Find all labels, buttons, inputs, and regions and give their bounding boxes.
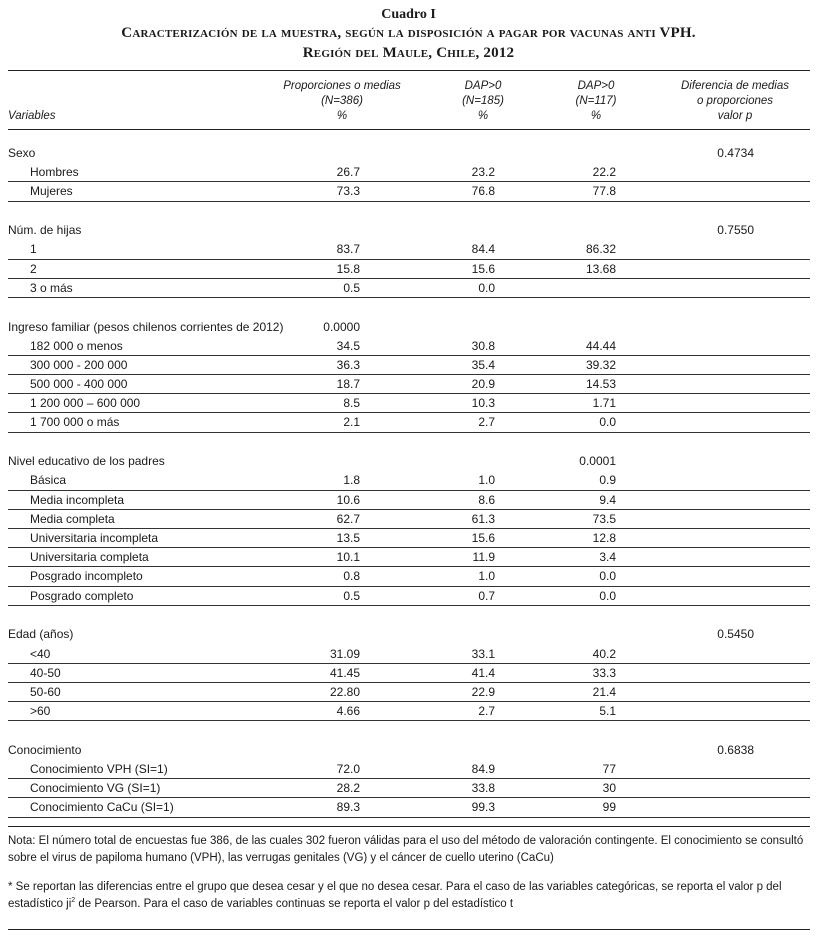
cell-dap-117: 0.0 — [599, 569, 616, 584]
footnote-text-b: de Pearson. Para el caso de variables continuas se reporta el valor p del estadístico t — [75, 898, 514, 910]
cell-total: 36.3 — [336, 357, 360, 372]
cell-total: 8.5 — [343, 396, 360, 411]
section-label: Edad (años) — [8, 627, 74, 642]
header-col3 — [546, 79, 646, 124]
table-row — [8, 182, 810, 201]
cell-dap-117: 22.2 — [592, 165, 616, 180]
section-header — [8, 221, 810, 240]
cell-total: 73.3 — [336, 184, 360, 199]
section-pvalue: 0.6838 — [717, 742, 754, 757]
section-spacer — [8, 606, 810, 626]
table-row — [8, 163, 810, 182]
table-row — [8, 337, 810, 356]
cell-dap-185: 20.9 — [471, 377, 495, 392]
header-rule — [8, 129, 810, 130]
cell-dap-117: 0.0 — [599, 588, 616, 603]
cell-total: 13.5 — [336, 530, 360, 545]
row-label: Conocimiento VPH (SI=1) — [30, 762, 168, 777]
cell-dap-185: 84.4 — [471, 242, 495, 257]
row-label: 1 700 000 o más — [30, 415, 120, 430]
cell-dap-117: 44.44 — [585, 338, 616, 353]
row-label: 500 000 - 400 000 — [30, 377, 128, 392]
row-label: Universitaria completa — [30, 550, 149, 565]
cell-dap-185: 1.0 — [478, 569, 495, 584]
cell-dap-185: 2.7 — [478, 704, 495, 719]
header-col4 — [670, 79, 800, 124]
footnote-superscript: 2 — [71, 897, 76, 905]
cell-total: 83.7 — [336, 242, 360, 257]
cell-dap-185: 0.7 — [478, 588, 495, 603]
table-row — [8, 491, 810, 510]
table-body — [8, 144, 810, 818]
cell-dap-117: 77.8 — [592, 184, 616, 199]
table-row — [8, 471, 810, 490]
header-col2-line2: (N=185) — [462, 95, 504, 107]
end-rule — [8, 929, 810, 930]
section-label: Núm. de hijas — [8, 223, 82, 238]
section-pvalue-col1: 0.0000 — [323, 319, 360, 334]
top-rule — [8, 70, 810, 71]
cell-dap-185: 33.1 — [471, 646, 495, 661]
table-row — [8, 260, 810, 279]
cell-total: 72.0 — [336, 762, 360, 777]
cell-dap-185: 8.6 — [478, 492, 495, 507]
table-row — [8, 760, 810, 779]
header-col3-line2: (N=117) — [575, 95, 617, 107]
table-row — [8, 702, 810, 721]
cell-dap-117: 77 — [602, 762, 616, 777]
cell-dap-117: 1.71 — [592, 396, 616, 411]
header-col2-line3: % — [477, 110, 489, 122]
cell-dap-185: 1.0 — [478, 473, 495, 488]
table-row — [8, 548, 810, 567]
cell-dap-117: 12.8 — [592, 530, 616, 545]
row-label: 50-60 — [30, 684, 61, 699]
cell-total: 18.7 — [336, 377, 360, 392]
row-label: 182 000 o menos — [30, 338, 123, 353]
header-variables: Variables — [8, 110, 56, 122]
section-pvalue: 0.5450 — [717, 627, 754, 642]
cell-total: 1.8 — [343, 473, 360, 488]
section-pvalue: 0.7550 — [717, 223, 754, 238]
cell-total: 31.09 — [329, 646, 360, 661]
section-pvalue-col3: 0.0001 — [579, 454, 616, 469]
cell-dap-117: 14.53 — [585, 377, 616, 392]
table-row — [8, 510, 810, 529]
cell-total: 4.66 — [336, 704, 360, 719]
cell-total: 15.8 — [336, 261, 360, 276]
table-row — [8, 587, 810, 606]
row-label: Hombres — [30, 165, 79, 180]
section-label: Ingreso familiar (pesos chilenos corrientes de 2012) — [8, 319, 284, 334]
row-label: Posgrado incompleto — [30, 569, 143, 584]
row-label: Básica — [30, 473, 67, 488]
cell-dap-185: 61.3 — [471, 511, 495, 526]
section-label: Sexo — [8, 146, 36, 160]
cell-dap-185: 99.3 — [471, 800, 495, 815]
cell-dap-185: 41.4 — [471, 665, 495, 680]
header-col4-line1: Diferencia de medias — [680, 80, 790, 92]
cell-dap-117: 39.32 — [585, 357, 616, 372]
cell-dap-117: 99 — [602, 800, 616, 815]
table-number: Cuadro I — [381, 7, 436, 22]
cell-dap-117: 0.0 — [599, 415, 616, 430]
cell-total: 0.5 — [343, 588, 360, 603]
cell-total: 10.6 — [336, 492, 360, 507]
cell-dap-117: 30 — [602, 781, 616, 796]
cell-dap-117: 3.4 — [599, 550, 616, 565]
section-header — [8, 625, 810, 644]
header-col3-line1: DAP>0 — [577, 80, 615, 92]
cell-dap-117: 9.4 — [599, 492, 616, 507]
cell-dap-185: 15.6 — [471, 530, 495, 545]
cell-dap-185: 2.7 — [478, 415, 495, 430]
row-label: Posgrado completo — [30, 588, 134, 603]
cell-dap-185: 33.8 — [471, 781, 495, 796]
cell-dap-117: 86.32 — [585, 242, 616, 257]
cell-dap-185: 10.3 — [471, 396, 495, 411]
cell-dap-117: 5.1 — [599, 704, 616, 719]
section-header — [8, 144, 810, 163]
row-label: 3 o más — [30, 280, 73, 295]
cell-total: 89.3 — [336, 800, 360, 815]
section-header — [8, 741, 810, 760]
table-row — [8, 567, 810, 586]
cell-total: 2.1 — [343, 415, 360, 430]
row-label: Conocimiento VG (SI=1) — [30, 781, 161, 796]
table-row — [8, 375, 810, 394]
row-label: Universitaria incompleta — [30, 530, 159, 545]
table-row — [8, 240, 810, 259]
section-label: Nivel educativo de los padres — [8, 454, 165, 469]
cell-total: 22.80 — [329, 684, 360, 699]
row-label: Media incompleta — [30, 492, 125, 507]
header-col1-line2: (N=386) — [321, 95, 363, 107]
cell-dap-185: 23.2 — [471, 165, 495, 180]
cell-total: 28.2 — [336, 781, 360, 796]
cell-dap-117: 73.5 — [592, 511, 616, 526]
footnote-text-a: * Se reportan las diferencias entre el grupo que desea cesar y el que no desea cesar. Para el caso de las variables categóricas, se reporta el valor p del estadístico ji — [8, 881, 782, 910]
cell-total: 41.45 — [329, 665, 360, 680]
section-header — [8, 318, 810, 337]
table-note: Nota: El número total de encuestas fue 386, de las cuales 302 fueron válidas para el uso del método de valoración contingente. El conocimiento se consultó sobre el virus de papiloma humano (VPH), las verrugas genitales (VG) y el cáncer de cuello uterino (CaCu) — [8, 835, 804, 864]
row-label: Conocimiento CaCu (SI=1) — [30, 800, 174, 815]
table-row — [8, 683, 810, 702]
section-spacer — [8, 298, 810, 318]
cell-dap-117: 0.9 — [599, 473, 616, 488]
table-row — [8, 529, 810, 548]
cell-total: 0.8 — [343, 569, 360, 584]
cell-dap-185: 22.9 — [471, 684, 495, 699]
section-label: Conocimiento — [8, 742, 82, 757]
table-row — [8, 798, 810, 817]
table-row — [8, 279, 810, 298]
row-label: 40-50 — [30, 665, 61, 680]
bottom-rule — [8, 826, 810, 827]
section-spacer — [8, 433, 810, 453]
section-pvalue: 0.4734 — [717, 146, 754, 160]
row-label: 300 000 - 200 000 — [30, 357, 128, 372]
section-spacer — [8, 202, 810, 222]
cell-total: 0.5 — [343, 280, 360, 295]
row-label: 1 — [30, 242, 37, 257]
cell-total: 34.5 — [336, 338, 360, 353]
header-col1 — [262, 79, 422, 124]
cell-total: 10.1 — [336, 550, 360, 565]
table-row — [8, 413, 810, 432]
cell-total: 62.7 — [336, 511, 360, 526]
row-label: 2 — [30, 261, 37, 276]
header-col3-line3: % — [590, 110, 602, 122]
table-row — [8, 356, 810, 375]
cell-dap-185: 30.8 — [471, 338, 495, 353]
table-caption — [0, 6, 817, 63]
row-label: Media completa — [30, 511, 115, 526]
header-col1-line1: Proporciones o medias — [283, 80, 401, 92]
section-header — [8, 452, 810, 471]
table-row — [8, 779, 810, 798]
row-label: Mujeres — [30, 184, 73, 199]
cell-dap-185: 84.9 — [471, 762, 495, 777]
section-spacer — [8, 721, 810, 741]
cell-total: 26.7 — [336, 165, 360, 180]
row-label: 1 200 000 – 600 000 — [30, 396, 141, 411]
table-title: Caracterización de la muestra, según la disposición a pagar por vacunas anti VPH. — [121, 25, 696, 41]
table-row — [8, 645, 810, 664]
cell-dap-185: 0.0 — [478, 280, 495, 295]
cell-dap-117: 21.4 — [592, 684, 616, 699]
cell-dap-185: 11.9 — [472, 550, 495, 565]
cell-dap-185: 15.6 — [471, 261, 495, 276]
header-col4-line3: valor p — [717, 110, 753, 122]
cell-dap-117: 40.2 — [592, 646, 616, 661]
cell-dap-117: 13.68 — [585, 261, 616, 276]
table-subtitle: Región del Maule, Chile, 2012 — [302, 45, 515, 61]
cell-dap-117: 33.3 — [592, 665, 616, 680]
cell-dap-185: 76.8 — [471, 184, 495, 199]
row-label: <40 — [30, 646, 51, 661]
table-row — [8, 394, 810, 413]
row-label: >60 — [30, 704, 51, 719]
header-col2-line1: DAP>0 — [464, 80, 502, 92]
header-col2 — [433, 79, 533, 124]
table-row — [8, 664, 810, 683]
table-footnote — [8, 879, 812, 913]
cell-dap-185: 35.4 — [471, 357, 495, 372]
header-col1-line3: % — [336, 110, 348, 122]
header-col4-line2: o proporciones — [696, 95, 774, 107]
